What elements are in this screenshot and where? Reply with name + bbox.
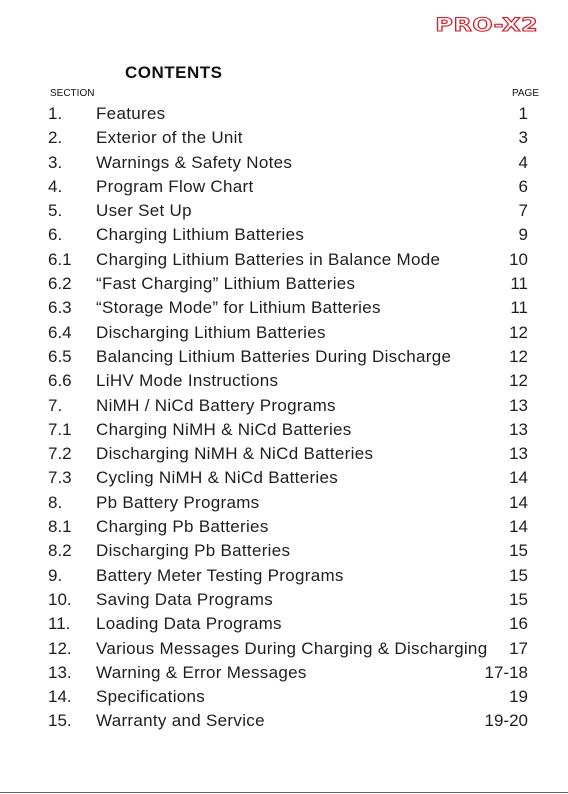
toc-entry[interactable] <box>0 637 568 661</box>
toc-entry[interactable] <box>0 612 568 636</box>
toc-entry[interactable] <box>0 661 568 685</box>
page-number: 9 <box>518 225 528 245</box>
section-column-header: SECTION <box>50 88 95 99</box>
section-number: 7.2 <box>48 444 72 464</box>
toc-entry[interactable] <box>0 199 568 223</box>
footer-rule <box>0 792 568 793</box>
page-number: 15 <box>509 541 528 561</box>
section-title: Pb Battery Programs <box>96 492 260 512</box>
toc-entry[interactable] <box>0 394 568 418</box>
section-title: Discharging Lithium Batteries <box>96 322 326 342</box>
page-number: 4 <box>518 152 528 172</box>
section-title: “Storage Mode” for Lithium Batteries <box>96 298 381 318</box>
section-number: 8. <box>48 492 63 512</box>
toc-entry[interactable] <box>0 272 568 296</box>
toc-entry[interactable] <box>0 223 568 247</box>
section-number: 11. <box>48 614 71 634</box>
section-number: 7.3 <box>48 468 72 488</box>
section-number: 6.6 <box>48 371 72 391</box>
section-number: 13. <box>48 662 72 682</box>
toc-entry[interactable] <box>0 515 568 539</box>
section-title: Discharging Pb Batteries <box>96 541 291 561</box>
section-title: User Set Up <box>96 201 192 221</box>
page-number: 6 <box>518 176 528 196</box>
toc-entry[interactable] <box>0 369 568 393</box>
section-title: Exterior of the Unit <box>96 128 243 148</box>
page-title: CONTENTS <box>125 63 223 82</box>
section-title: Specifications <box>96 687 206 707</box>
toc-entry[interactable] <box>0 491 568 515</box>
page-number: 12 <box>509 371 528 391</box>
page-number: 13 <box>509 419 528 439</box>
page-number: 11 <box>510 298 528 318</box>
section-number: 5. <box>48 201 63 221</box>
section-title: Cycling NiMH & NiCd Batteries <box>96 468 339 488</box>
section-title: Saving Data Programs <box>96 589 274 609</box>
section-number: 4. <box>48 176 63 196</box>
section-number: 8.2 <box>48 541 72 561</box>
section-number: 2. <box>48 128 63 148</box>
section-number: 6.2 <box>48 274 72 294</box>
page-number: 11 <box>510 274 528 294</box>
section-title: Warning & Error Messages <box>96 662 307 682</box>
section-title: Program Flow Chart <box>96 176 254 196</box>
table-of-contents <box>0 102 568 734</box>
section-title: Discharging NiMH & NiCd Batteries <box>96 444 374 464</box>
section-number: 6.5 <box>48 346 72 366</box>
toc-entry[interactable] <box>0 685 568 709</box>
page-number: 14 <box>509 492 528 512</box>
page-number: 12 <box>509 346 528 366</box>
page-number: 10 <box>509 249 528 269</box>
toc-entry[interactable] <box>0 588 568 612</box>
section-title: Various Messages During Charging & Discharging <box>96 638 488 658</box>
section-title: NiMH / NiCd Battery Programs <box>96 395 336 415</box>
section-title: Charging Lithium Batteries in Balance Mode <box>96 249 441 269</box>
toc-entry[interactable] <box>0 442 568 466</box>
toc-entry[interactable] <box>0 709 568 733</box>
section-number: 9. <box>48 565 63 585</box>
toc-entry[interactable] <box>0 466 568 490</box>
section-title: “Fast Charging” Lithium Batteries <box>96 274 356 294</box>
section-title: Warnings & Safety Notes <box>96 152 293 172</box>
section-title: Charging Pb Batteries <box>96 517 269 537</box>
toc-entry[interactable] <box>0 539 568 563</box>
page-number: 15 <box>509 565 528 585</box>
page-number: 13 <box>509 444 528 464</box>
section-number: 15. <box>48 711 72 731</box>
page-number: 15 <box>509 589 528 609</box>
section-number: 1. <box>48 104 63 123</box>
page-number: 17-18 <box>484 662 528 682</box>
page-number: 14 <box>509 517 528 537</box>
page-number: 19 <box>509 687 528 707</box>
section-number: 8.1 <box>48 517 72 537</box>
section-number: 10. <box>48 589 72 609</box>
page-column-header: PAGE <box>511 88 539 99</box>
toc-entry[interactable] <box>0 296 568 320</box>
section-title: Charging NiMH & NiCd Batteries <box>96 419 352 439</box>
page-number: 1 <box>518 104 528 123</box>
toc-entry[interactable] <box>0 564 568 588</box>
toc-entry[interactable] <box>0 175 568 199</box>
section-title: Balancing Lithium Batteries During Discharge <box>96 346 452 366</box>
toc-entry[interactable] <box>0 418 568 442</box>
page-number: 3 <box>518 128 528 148</box>
section-title: LiHV Mode Instructions <box>96 371 279 391</box>
section-number: 7. <box>48 395 63 415</box>
toc-entry[interactable] <box>0 126 568 150</box>
section-number: 6.4 <box>48 322 72 342</box>
section-title: Features <box>96 104 166 123</box>
section-number: 12. <box>48 638 72 658</box>
section-number: 7.1 <box>48 419 72 439</box>
page-number: 19-20 <box>484 711 528 731</box>
section-title: Charging Lithium Batteries <box>96 225 305 245</box>
page-number: 14 <box>509 468 528 488</box>
section-number: 3. <box>48 152 63 172</box>
section-number: 6.1 <box>48 249 72 269</box>
brand-logo: PRO-X2 <box>435 14 538 36</box>
section-number: 14. <box>48 687 72 707</box>
section-title: Battery Meter Testing Programs <box>96 565 344 585</box>
section-number: 6.3 <box>48 298 72 318</box>
toc-entry[interactable] <box>0 345 568 369</box>
toc-entry[interactable] <box>0 151 568 175</box>
toc-entry[interactable] <box>0 321 568 345</box>
toc-entry[interactable] <box>0 248 568 272</box>
page-number: 13 <box>509 395 528 415</box>
section-title: Warranty and Service <box>96 711 265 731</box>
toc-entry[interactable] <box>0 102 568 126</box>
section-title: Loading Data Programs <box>96 614 282 634</box>
page-number: 7 <box>518 201 528 221</box>
page-number: 16 <box>509 614 528 634</box>
page-number: 17 <box>509 638 528 658</box>
page-number: 12 <box>509 322 528 342</box>
section-number: 6. <box>48 225 63 245</box>
